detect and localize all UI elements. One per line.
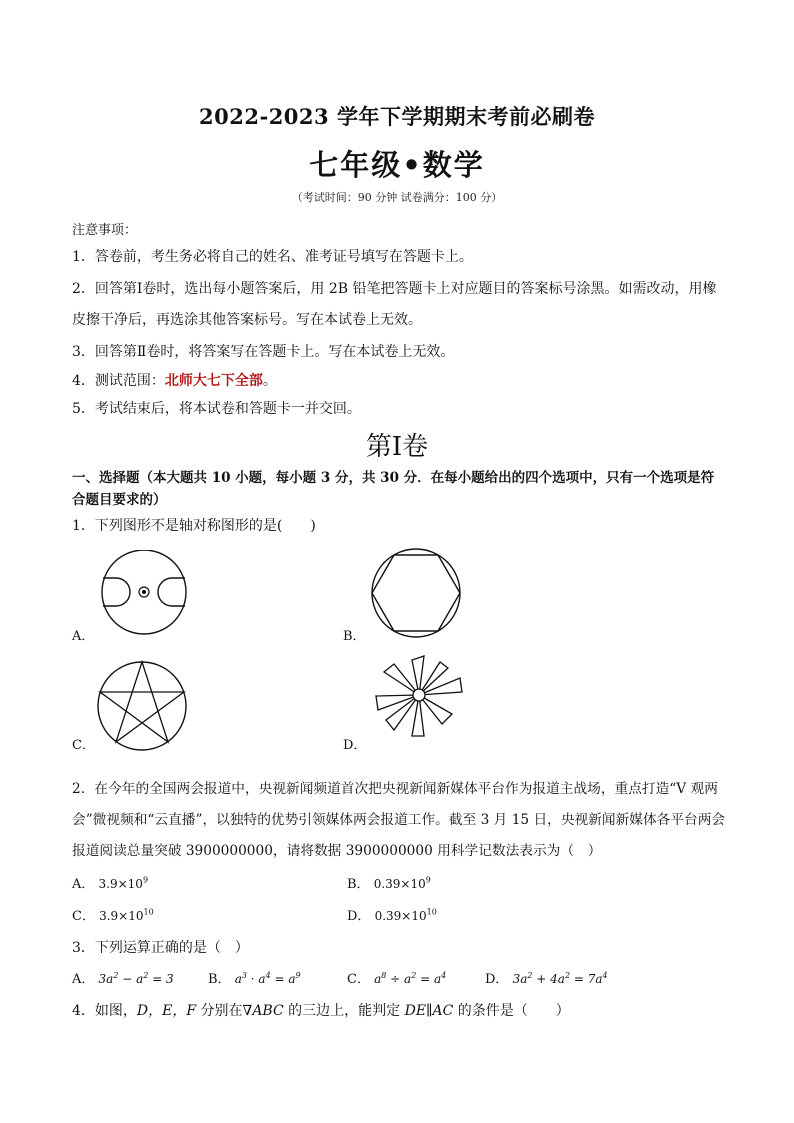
- q3-option-a[interactable]: [72, 968, 174, 987]
- figure-c-circle-with-star: [96, 660, 188, 752]
- note-4: [72, 370, 277, 390]
- note-1: 1．答卷前，考生务必将自己的姓名、准考证号填写在答题卡上。: [72, 249, 473, 265]
- q2-option-b[interactable]: [347, 873, 431, 892]
- q2-option-b-exp: 9: [425, 875, 431, 885]
- exam-info: （考试时间：90 分钟 试卷满分：100 分）: [291, 191, 503, 204]
- part1-instructions-cont: 合题目要求的）: [72, 492, 167, 508]
- q2-option-a-base: 3.9×10: [98, 877, 143, 891]
- q3-option-d-label: D．: [485, 972, 509, 987]
- test-scope: 北师大七下全部: [164, 373, 263, 389]
- figure-b-circle-with-hexagon: [370, 547, 464, 639]
- q4-stem: 4．如图，D，E，F 分别在∇ABC 的三边上，能判定 DE∥AC 的条件是（ ）: [72, 1003, 570, 1019]
- q1-label-d: D．: [343, 738, 367, 753]
- q3-c-expr: $a^8 \div a^2 = a^4$: [374, 971, 447, 986]
- notes-heading: 注意事项：: [72, 223, 138, 238]
- q1-label-a: A．: [72, 629, 95, 644]
- note-4-suffix: 。: [262, 373, 277, 389]
- q2-stem-3: 报道阅读总量突破 3900000000，请将数据 3900000000 用科学记数法表示为（ ）: [72, 843, 602, 859]
- note-2-cont: 皮擦干净后，再选涂其他答案标号。写在本试卷上无效。: [72, 312, 422, 328]
- note-4-prefix: 4．测试范围：: [72, 373, 165, 389]
- q2-option-d[interactable]: [347, 905, 437, 924]
- q2-option-a[interactable]: [72, 873, 148, 892]
- note-2: 2．回答第Ⅰ卷时，选出每小题答案后，用 2B 铅笔把答题卡上对应题目的答案标号涂黑。如需改动，用橡: [72, 281, 717, 297]
- q1-stem: 1．下列图形不是轴对称图形的是( ): [72, 518, 316, 534]
- q2-option-d-base: 0.39×10: [374, 909, 427, 923]
- q1-label-c: C．: [72, 738, 95, 753]
- q3-option-b[interactable]: [208, 968, 301, 987]
- note-3: 3．回答第Ⅱ卷时，将答案写在答题卡上。写在本试卷上无效。: [72, 344, 455, 360]
- q2-option-b-base: 0.39×10: [373, 877, 426, 891]
- q2-option-c-exp: 10: [143, 907, 154, 917]
- q3-option-a-label: A．: [72, 972, 95, 987]
- figure-a-circle-with-notches: [98, 550, 192, 636]
- part1-instructions: 一、选择题（本大题共 10 小题，每小题 3 分，共 30 分．在每小题给出的四个选项中，只有一个选项是符: [72, 470, 715, 486]
- exam-title: 2022-2023 学年下学期期末考前必刷卷: [199, 104, 595, 129]
- q3-stem: 3．下列运算正确的是（ ）: [72, 940, 249, 956]
- q2-stem-2: 会”微视频和“云直播”，以独特的优势引领媒体两会报道工作。截至 3 月 15 日，央视新闻新媒体各平台两会: [72, 812, 726, 828]
- q2-option-d-exp: 10: [426, 907, 437, 917]
- section-title: 第Ⅰ卷: [365, 432, 429, 462]
- note-5: 5．考试结束后，将本试卷和答题卡一并交回。: [72, 401, 361, 417]
- q2-option-a-exp: 9: [142, 875, 149, 885]
- q2-option-c-base: 3.9×10: [99, 909, 144, 923]
- q1-label-b: B．: [343, 629, 366, 644]
- q2-option-a-label: A．: [72, 877, 95, 892]
- q2-option-c[interactable]: [72, 905, 154, 924]
- q3-b-expr: $a^3 \cdot a^4 = a^9$: [234, 971, 301, 986]
- q2-option-c-label: C．: [72, 909, 95, 924]
- q3-d-expr: $3a^2 + 4a^2 = 7a^4$: [512, 971, 608, 986]
- q2-option-d-label: D．: [347, 909, 371, 924]
- q3-option-c[interactable]: [347, 968, 446, 987]
- q3-option-b-label: B．: [208, 972, 231, 987]
- q2-option-b-label: B．: [347, 877, 370, 892]
- q2-stem-1: 2．在今年的全国两会报道中，央视新闻频道首次把央视新闻新媒体平台作为报道主战场，重点打造“V 观两: [72, 781, 718, 797]
- figure-d-pinwheel: [372, 654, 466, 740]
- q3-a-expr: $3a^2 - a^2 = 3$: [98, 971, 174, 986]
- q3-option-c-label: C．: [347, 972, 370, 987]
- q3-option-d[interactable]: [485, 968, 608, 987]
- subject-title: 七年级•数学: [309, 148, 485, 182]
